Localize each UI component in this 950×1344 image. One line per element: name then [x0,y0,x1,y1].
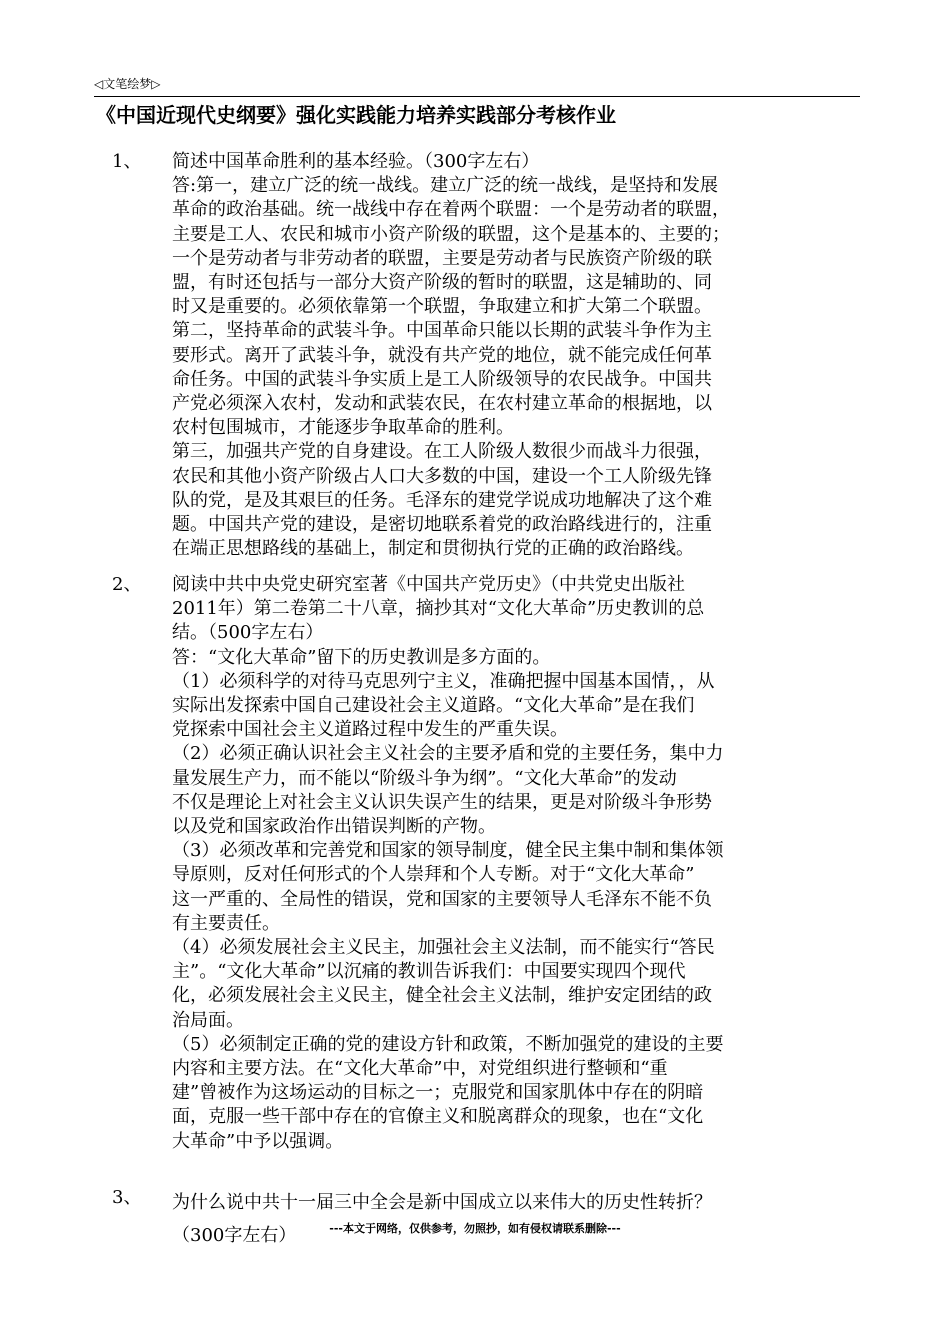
text-line: 党探索中国社会主义道路过程中发生的严重失误。 [172,719,568,741]
text-line: 面，克服一些干部中存在的官僚主义和脱离群众的现象，也在“文化 [172,1106,704,1128]
text-line: 内容和主要方法。在“文化大革命”中，对党组织进行整顿和“重 [172,1058,668,1080]
text-line: 这一严重的、全局性的错误，党和国家的主要领导人毛泽东不能不负 [172,888,712,910]
text-line: 建”曾被作为这场运动的目标之一；克服党和国家肌体中存在的阴暗 [172,1082,704,1104]
question-number: 1、 [112,151,142,172]
text-line: 简述中国革命胜利的基本经验。（300字左右） [172,151,540,172]
text-line: 农民和其他小资产阶级占人口大多数的中国，建设一个工人阶级先锋 [172,465,712,487]
header-mark: ◁文笔绘梦▷ [94,77,161,91]
text-line: （4）必须发展社会主义民主，加强社会主义法制，而不能实行“答民 [172,937,715,959]
question-body [172,150,872,561]
text-line: 主要是工人、农民和城市小资产阶级的联盟，这个是基本的、主要的； [172,223,730,245]
text-line: 实际出发探索中国自己建设社会主义道路。“文化大革命”是在我们 [172,695,695,717]
text-line: 主”。“文化大革命”以沉痛的教训告诉我们：中国要实现四个现代 [172,961,686,983]
question-body [172,573,872,1154]
text-line: 不仅是理论上对社会主义认识失误产生的结果，更是对阶级斗争形势 [172,791,712,813]
text-line: （5）必须制定正确的党的建设方针和政策，不断加强党的建设的主要 [172,1033,724,1055]
text-line: 导原则，反对任何形式的个人崇拜和个人专断。对于“文化大革命” [172,864,695,886]
text-line: 要形式。离开了武装斗争，就没有共产党的地位，就不能完成任何革 [172,344,712,366]
text-line: 农村包围城市，才能逐步争取革命的胜利。 [172,417,514,439]
question-number: 3、 [112,1187,142,1208]
question-number: 2、 [112,574,142,595]
question-1 [112,150,872,561]
text-line: 答:第一，建立广泛的统一战线。建立广泛的统一战线，是坚持和发展 [172,175,719,197]
question-3 [112,1186,872,1252]
text-line: 一个是劳动者与非劳动者的联盟，主要是劳动者与民族资产阶级的联 [172,247,712,269]
text-line: （3）必须改革和完善党和国家的领导制度，健全民主集中制和集体领 [172,840,724,862]
text-line: 第三，加强共产党的自身建设。在工人阶级人数很少而战斗力很强， [172,441,712,463]
text-line: 以及党和国家政治作出错误判断的产物。 [172,816,496,838]
text-line: 量发展生产力，而不能以“阶级斗争为纲”。“文化大革命”的发动 [172,767,677,789]
document-title: 《中国近现代史纲要》强化实践能力培养实践部分考核作业 [96,103,616,127]
text-line: 队的党，是及其艰巨的任务。毛泽东的建党学说成功地解决了这个难 [172,489,712,511]
text-line: 治局面。 [172,1009,244,1031]
text-line: 阅读中共中央党史研究室著《中国共产党历史》（中共党史出版社 [172,574,685,595]
text-line: 有主要责任。 [172,912,280,934]
text-line: 大革命”中予以强调。 [172,1130,344,1152]
text-line: （1）必须科学的对待马克思列宁主义，准确把握中国基本国情，，从 [172,670,715,692]
text-line: 2011年）第二卷第二十八章，摘抄其对“文化大革命”历史教训的总 [172,598,705,620]
footer-disclaimer: ---本文于网络，仅供参考，勿照抄，如有侵权请联系删除--- [329,1222,621,1235]
text-line: 命任务。中国的武装斗争实质上是工人阶级领导的农民战争。中国共 [172,368,712,390]
header-rule [94,96,860,97]
text-line: （300字左右） [172,1225,297,1246]
question-body [172,1186,872,1252]
text-line: 化，必须发展社会主义民主，健全社会主义法制，维护安定团结的政 [172,985,712,1007]
text-line: 题。中国共产党的建设，是密切地联系着党的政治路线进行的，注重 [172,514,712,536]
text-line: 答：“文化大革命”留下的历史教训是多方面的。 [172,646,551,668]
text-line: 革命的政治基础。统一战线中存在着两个联盟：一个是劳动者的联盟， [172,199,730,221]
text-line: 时又是重要的。必须依靠第一个联盟，争取建立和扩大第二个联盟。 [172,296,712,318]
text-line: 第二，坚持革命的武装斗争。中国革命只能以长期的武装斗争作为主 [172,320,712,342]
text-line: （2）必须正确认识社会主义社会的主要矛盾和党的主要任务，集中力 [172,743,724,765]
text-line: 为什么说中共十一届三中全会是新中国成立以来伟大的历史性转折？ [172,1192,712,1213]
text-line: 盟，有时还包括与一部分大资产阶级的暂时的联盟，这是辅助的、同 [172,272,712,294]
text-line: 在端正思想路线的基础上，制定和贯彻执行党的正确的政治路线。 [172,538,694,560]
text-line: 结。（500字左右） [172,622,324,644]
question-2 [112,573,872,1154]
text-line: 产党必须深入农村，发动和武装农民，在农村建立革命的根据地，以 [172,393,712,415]
